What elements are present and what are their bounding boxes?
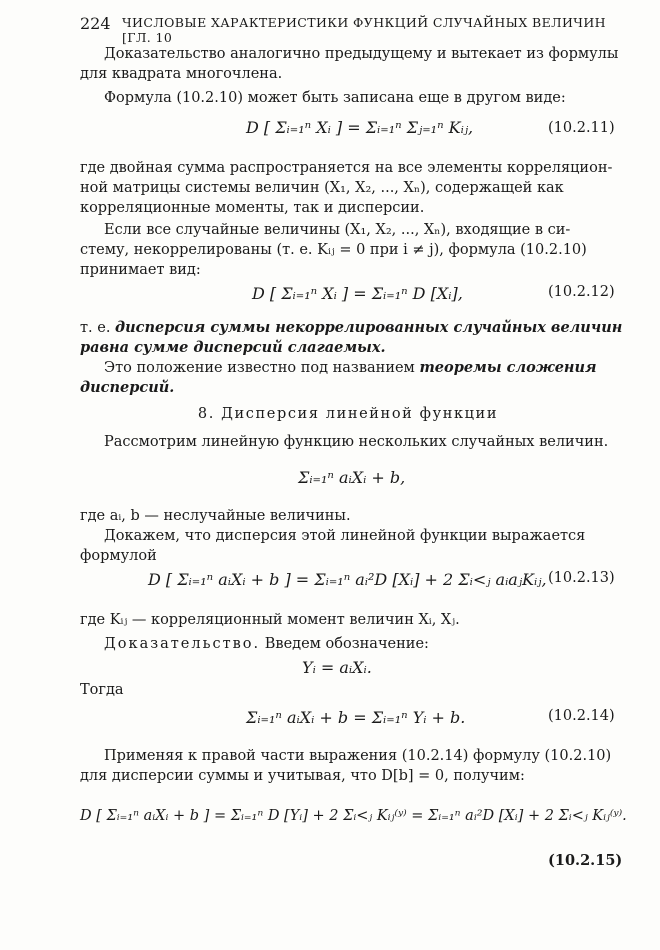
equation-number: (10.2.14) (548, 708, 615, 724)
text-line: Применяя к правой части выражения (10.2.14) формулу (10.2.10) (104, 748, 612, 764)
formula-substitution: Yᵢ = aᵢXᵢ. (302, 658, 372, 677)
text-line: для дисперсии суммы и учитывая, что D[b] = 0, получим: (80, 768, 525, 784)
running-title: ЧИСЛОВЫЕ ХАРАКТЕРИСТИКИ ФУНКЦИЙ СЛУЧАЙНЫХ ВЕЛИЧИН [ГЛ. 10 (122, 15, 606, 45)
equation-number: (10.2.15) (548, 852, 623, 869)
text-line: где Kᵢⱼ — корреляционный момент величин Xᵢ, Xⱼ. (80, 612, 460, 628)
text-line (104, 634, 616, 654)
text-line: Докажем, что дисперсия этой линейной функции выражается (104, 528, 586, 544)
emphasis-line: равна сумме дисперсий слагаемых. (80, 339, 386, 356)
equation-number: (10.2.12) (548, 284, 615, 300)
text-line: Если все случайные величины (X₁, X₂, ..., Xₙ), входящие в си- (104, 222, 571, 238)
formula-10-2-13: D [ Σᵢ₌₁ⁿ aᵢXᵢ + b ] = Σᵢ₌₁ⁿ aᵢ²D [Xᵢ] + 2 Σᵢ<ⱼ aᵢaⱼKᵢⱼ, (148, 570, 547, 589)
text-fragment: т. е. (80, 320, 116, 336)
text-line: где aᵢ, b — неслучайные величины. (80, 508, 351, 524)
emphasis-text: дисперсия суммы некоррелированных случайных величин (115, 319, 623, 336)
page-number: 224 (80, 14, 111, 33)
emphasis-text: теоремы сложения (419, 359, 597, 376)
text-fragment: Введем обозначение: (260, 636, 429, 652)
text-line: корреляционные моменты, так и дисперсии. (80, 200, 425, 216)
formula-10-2-11: D [ Σᵢ₌₁ⁿ Xᵢ ] = Σᵢ₌₁ⁿ Σⱼ₌₁ⁿ Kᵢⱼ, (246, 118, 474, 137)
section-heading: 8. Дисперсия линейной функции (197, 406, 499, 422)
formula-10-2-12: D [ Σᵢ₌₁ⁿ Xᵢ ] = Σᵢ₌₁ⁿ D [Xᵢ], (252, 284, 463, 303)
text-fragment: Это положение известно под названием (104, 360, 420, 376)
text-line: где двойная сумма распространяется на все элементы корреляцион- (80, 160, 613, 176)
formula-10-2-14: Σᵢ₌₁ⁿ aᵢXᵢ + b = Σᵢ₌₁ⁿ Yᵢ + b. (246, 708, 466, 727)
text-line: стему, некоррелированы (т. е. Kᵢⱼ = 0 при i ≠ j), формула (10.2.10) (80, 242, 587, 258)
formula-linear-function: Σᵢ₌₁ⁿ aᵢXᵢ + b, (298, 468, 406, 487)
emphasis-line: дисперсий. (80, 379, 175, 396)
text-line: Рассмотрим линейную функцию нескольких случайных величин. (104, 434, 609, 450)
equation-number: (10.2.11) (548, 120, 615, 136)
equation-number: (10.2.13) (548, 570, 615, 586)
formula-10-2-15: D [ Σᵢ₌₁ⁿ aᵢXᵢ + b ] = Σᵢ₌₁ⁿ D [Yᵢ] + 2 Σᵢ<ⱼ Kᵢⱼ⁽ʸ⁾ = Σᵢ₌₁ⁿ aᵢ²D [Xᵢ] + 2 Σᵢ<ⱼ Kᵢⱼ⁽ʸ⁾. (80, 808, 627, 824)
text-line: Формула (10.2.10) может быть записана еще в другом виде: (104, 90, 566, 106)
page-header (80, 14, 620, 45)
text-line: принимает вид: (80, 262, 201, 278)
text-line: для квадрата многочлена. (80, 66, 283, 82)
proof-label: Доказательство. (104, 636, 261, 652)
text-line: формулой (80, 548, 157, 564)
text-line (80, 318, 623, 338)
text-line: Доказательство аналогично предыдущему и вытекает из формулы (104, 46, 619, 62)
text-line (104, 358, 616, 378)
text-line: Тогда (80, 682, 124, 698)
text-line: ной матрицы системы величин (X₁, X₂, ..., Xₙ), содержащей как (80, 180, 564, 196)
